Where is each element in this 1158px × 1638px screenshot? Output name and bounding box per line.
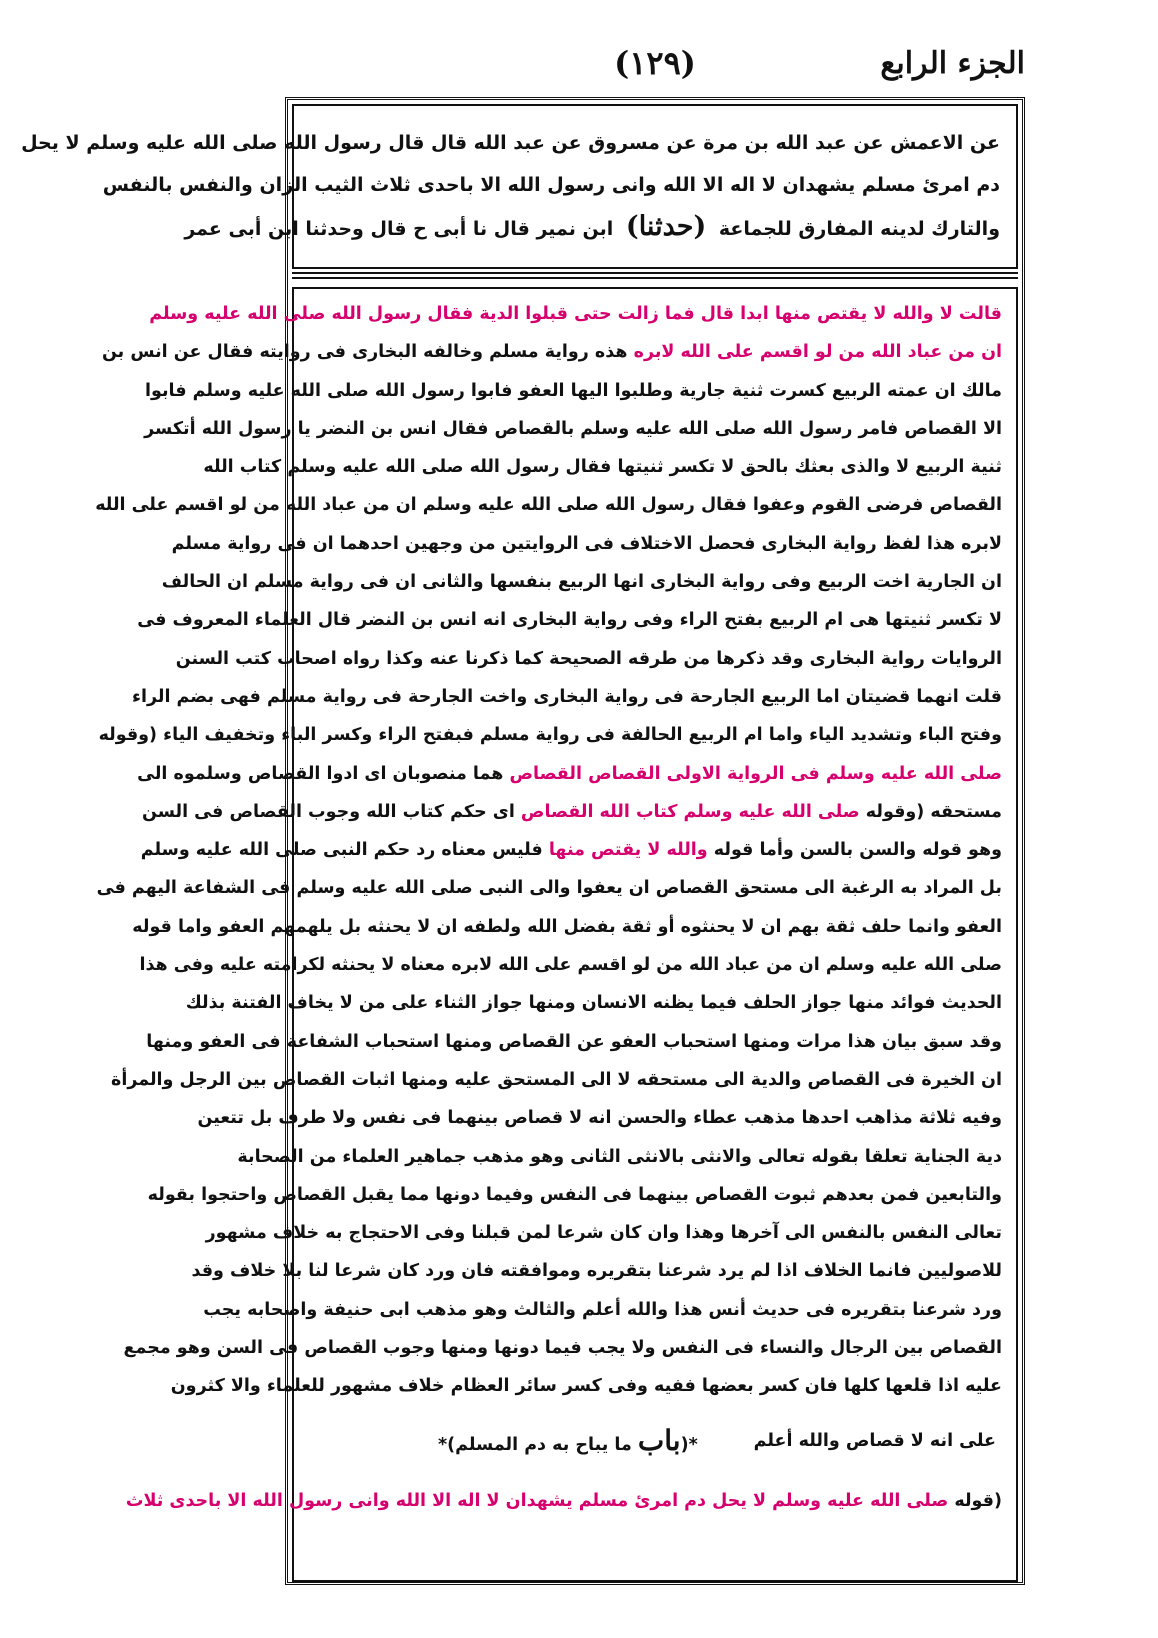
commentary-line xyxy=(137,755,1002,793)
commentary-line xyxy=(101,333,1002,371)
highlighted-text: صلى الله عليه وسلم كتاب الله القصاص xyxy=(520,801,860,822)
running-title: الجزء الرابع xyxy=(880,46,1025,81)
chapter-title-text: ما يباح به دم المسلم)* xyxy=(438,1434,632,1455)
commentary-line: ان الخيرة فى القصاص والدية الى مستحقه لا الى المستحق عليه ومنها اثبات القصاص بين الرجل والمرأة xyxy=(111,1069,1002,1090)
matn-line: عن الاعمش عن عبد الله بن مرة عن مسروق عن عبد الله قال قال رسول الله صلى الله عليه وسلم لا يحل xyxy=(21,132,1000,154)
commentary-line: والتابعين فمن بعدهم ثبوت القصاص بينهما فى النفس وفيما دونها مما يقبل القصاص واحتجوا بقوله xyxy=(147,1184,1002,1205)
commentary-line: مالك ان عمته الربيع كسرت ثنية جارية وطلبوا اليها العفو فابوا رسول الله صلى الله عليه وسلم فابوا xyxy=(145,380,1002,401)
commentary-line: وفتح الباء وتشديد الياء واما ام الربيع الحالفة فى رواية مسلم فبفتح الراء وكسر الباء وتخفيف الياء (وقوله xyxy=(98,725,1002,746)
commentary-text: مستحقه (وقوله xyxy=(865,801,1002,822)
page-frame-inner xyxy=(21,104,1018,1578)
highlighted-text: صلى الله عليه وسلم فى الرواية الاولى القصاص القصاص xyxy=(509,763,1002,784)
commentary-line: لا تكسر ثنيتها هى ام الربيع بفتح الراء وفى رواية البخارى انه انس بن النضر قال العلماء المعروف فى xyxy=(137,610,1002,631)
commentary-text: هما منصوبان اى ادوا القصاص وسلموه الى xyxy=(137,763,504,784)
commentary-text: اى حكم كتاب الله وجوب القصاص فى السن xyxy=(141,801,515,822)
commentary-line xyxy=(141,793,1002,831)
chapter-bab-word: باب xyxy=(637,1423,681,1457)
haddathana-mark: (حدثنا) xyxy=(625,211,707,242)
commentary-text: وهو قوله والسن بالسن وأما قوله xyxy=(713,840,1002,861)
commentary-line: تعالى النفس بالنفس الى آخرها وهذا وان كان شرعا لمن قبلنا وفى الاحتجاج به خلاف مشهور xyxy=(205,1223,1002,1244)
commentary-line: الا القصاص فامر رسول الله صلى الله عليه وسلم بالقصاص فقال انس بن النضر يا رسول الله أتكسر xyxy=(144,418,1002,439)
highlighted-text: ان من عباد الله من لو اقسم على الله لابره xyxy=(633,342,1002,363)
commentary-line: الحديث فوائد منها جواز الحلف فيما يظنه الانسان ومنها جواز الثناء على من لا يخاف الفتنة بذلك xyxy=(185,993,1002,1014)
commentary-line: دية الجناية تعلقا بقوله تعالى والانثى بالانثى الثانى وهو مذهب جماهير العلماء من الصحابة xyxy=(237,1146,1002,1167)
commentary-line: لابره هذا لفظ رواية البخارى فحصل الاختلاف فى الروايتين من وجهين احدهما ان فى رواية مسلم xyxy=(171,533,1002,554)
commentary-line xyxy=(125,1482,1002,1520)
commentary-line xyxy=(140,831,1002,869)
commentary-line: ان الجارية اخت الربيع وفى رواية البخارى انها الربيع بنفسها والثانى ان فى رواية مسلم ان الحالف xyxy=(161,572,1002,593)
page-number: (١٢٩) xyxy=(614,44,696,82)
commentary-line: صلى الله عليه وسلم ان من عباد الله من لو اقسم على الله لابره معناه لا يحنثه لكرامته عليه وفى هذا xyxy=(139,955,1002,976)
highlighted-text: والله لا يقتص منها xyxy=(548,840,708,861)
chapter-heading-line xyxy=(308,1406,1002,1476)
commentary-line: وفيه ثلاثة مذاهب احدها مذهب عطاء والحسن انه لا قصاص بينهما فى نفس ولا طرف بل تتعين xyxy=(197,1108,1002,1129)
page-frame xyxy=(21,97,1025,1585)
commentary-line: العفو وانما حلف ثقة بهم ان لا يحنثوه أو ثقة بفضل الله ولطفه ان لا يحنثه بل يلهمهم العفو واما قوله xyxy=(132,916,1002,937)
highlighted-text: صلى الله عليه وسلم لا يحل دم امرئ مسلم يشهدان لا اله الا الله وانى رسول الله الا باحدى ثلاث xyxy=(125,1490,949,1511)
commentary-text: هذه رواية مسلم وخالفه البخارى فى روايته فقال عن انس بن xyxy=(101,342,628,363)
commentary-box xyxy=(95,287,1018,1582)
commentary-line: ثنية الربيع لا والذى بعثك بالحق لا تكسر ثنيتها فقال رسول الله صلى الله عليه وسلم كتاب الله xyxy=(203,457,1002,478)
commentary-line: ورد شرعنا بتقريره فى حديث أنس هذا والله أعلم والثالث وهو مذهب ابى حنيفة واصحابه يجب xyxy=(203,1299,1002,1320)
matn-text: ابن نمير قال نا أبى ح قال وحدثنا ابن أبى عمر xyxy=(184,218,614,240)
commentary-line: قالت لا والله لا يقتص منها ابدا قال فما زالت حتى قبلوا الدية فقال رسول الله صلى الله عليه وسلم xyxy=(149,304,1002,324)
divider xyxy=(292,277,1018,279)
matn-box xyxy=(21,104,1018,269)
commentary-line: القصاص فرضى القوم وعفوا فقال رسول الله صلى الله عليه وسلم ان من عباد الله من لو اقسم على الله xyxy=(95,495,1002,516)
commentary-line: قلت انهما قضيتان اما الربيع الجارحة فى رواية البخارى واخت الجارحة فى رواية مسلم فهى بضم الراء xyxy=(132,686,1002,707)
page-header xyxy=(285,44,1025,94)
commentary-text: (قوله xyxy=(954,1490,1002,1511)
commentary-line: القصاص بين الرجال والنساء فى النفس ولا يجب فيما دونها ومنها وجوب القصاص فى السن وهو مجمع xyxy=(123,1338,1002,1359)
chapter-title xyxy=(438,1406,698,1480)
matn-line-3 xyxy=(184,206,1000,248)
commentary-line: عليه اذا قلعها كلها فان كسر بعضها ففيه وفى كسر سائر العظام خلاف مشهور للعلماء والا كثرون xyxy=(170,1376,1002,1397)
chapter-star-open: *( xyxy=(680,1434,698,1455)
commentary-line: بل المراد به الرغبة الى مستحق القصاص ان يعفوا والى النبى صلى الله عليه وسلم فى الشفاعة اليهم فى xyxy=(96,878,1002,899)
matn-text: والتارك لدينه المفارق للجماعة xyxy=(718,218,1000,240)
divider xyxy=(292,272,1018,274)
closing-phrase: على انه لا قصاص والله أعلم xyxy=(753,1430,996,1451)
commentary-line: الروايات رواية البخارى وقد ذكرها من طرقه الصحيحة كما ذكرنا عنه وكذا رواه اصحاب كتب السنن xyxy=(175,648,1002,669)
commentary-line: وقد سبق بيان هذا مرات ومنها استحباب العفو عن القصاص ومنها استحباب الشفاعة فى العفو ومنها xyxy=(146,1031,1002,1052)
matn-line: دم امرئ مسلم يشهدان لا اله الا الله وانى رسول الله الا باحدى ثلاث الثيب الزان والنفس بالنفس xyxy=(102,174,1000,196)
commentary-text: فليس معناه رد حكم النبى صلى الله عليه وسلم xyxy=(140,840,543,861)
commentary-line: للاصوليين فانما الخلاف اذا لم يرد شرعنا بتقريره وموافقته فان ورد كان شرعا لنا بلا خلاف وقد xyxy=(191,1261,1002,1282)
